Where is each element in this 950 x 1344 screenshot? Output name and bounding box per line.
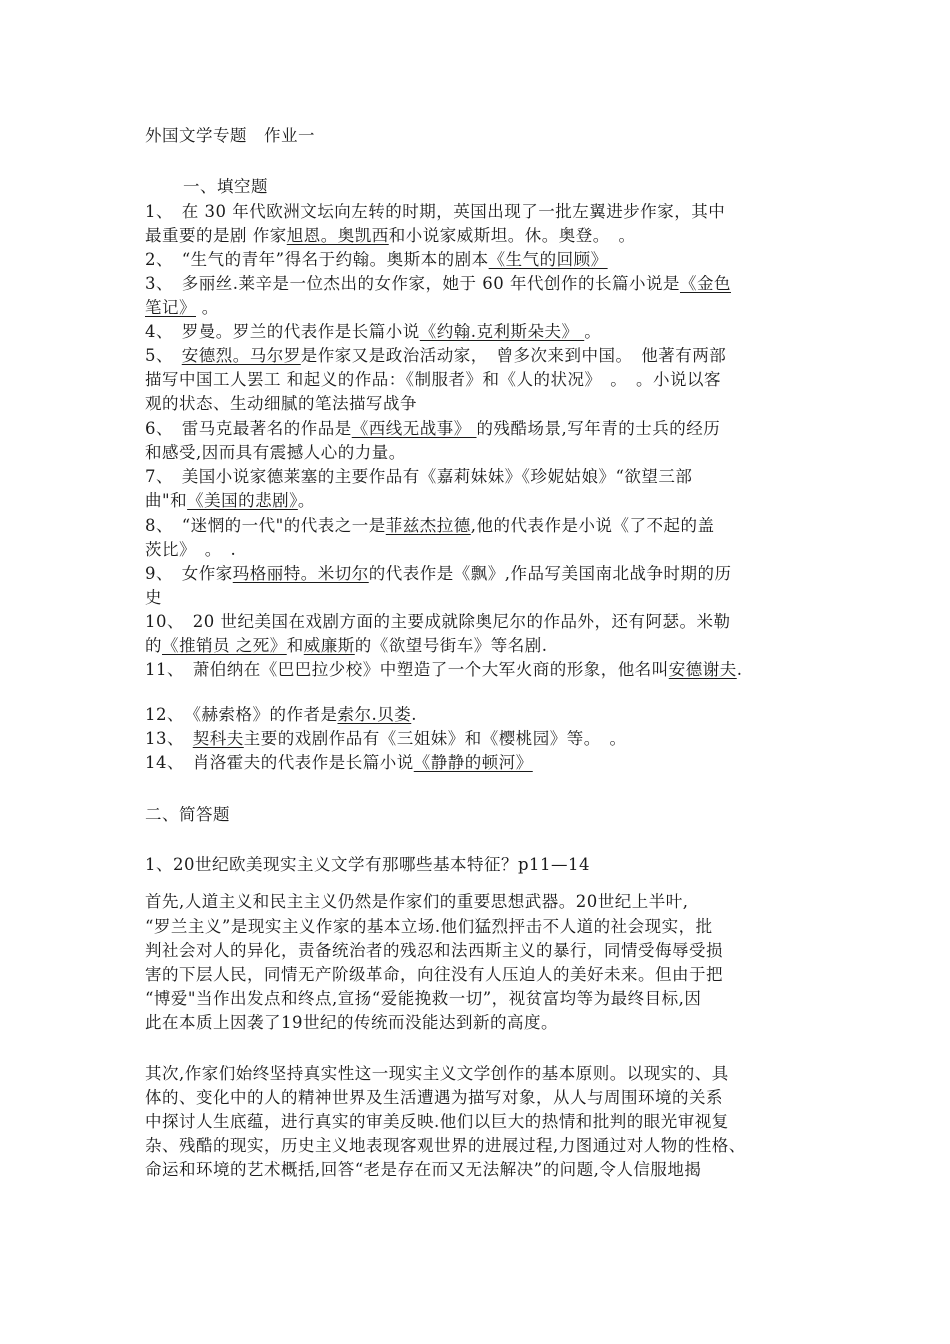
text-segment: 7、 美国小说家德莱塞的主要作品有《嘉莉妹妹》《珍妮姑娘》“欲望三部 — [145, 467, 693, 486]
text-line — [145, 854, 590, 876]
text-line — [145, 539, 236, 561]
answer-underlined: 《美国的悲剧》 — [187, 491, 298, 510]
text-line — [145, 225, 636, 247]
text-line — [145, 321, 601, 343]
answer-underlined: 《静静的顿河》 — [413, 753, 533, 772]
text-segment: 4、 罗曼。罗兰的代表作是长篇小说 — [145, 322, 420, 341]
text-segment: 最重要的是剧 作家 — [145, 226, 287, 245]
text-line — [145, 490, 315, 512]
text-segment: 6、 雷马克最著名的作品是 — [145, 419, 352, 438]
text-line — [145, 916, 713, 938]
text-segment: ,他的代表作是小说《了不起的盖 — [470, 516, 715, 535]
text-segment: 10、 20 世纪美国在戏剧方面的主要成就除奥尼尔的作品外，还有阿瑟。米勒 — [145, 612, 731, 631]
text-line — [145, 369, 721, 391]
text-segment: 体的、变化中的人的精神世界及生活遭遇为描写对象，从人与周围环境的关系 — [145, 1088, 723, 1107]
text-line — [145, 728, 627, 750]
text-line — [145, 635, 548, 657]
text-segment: 判社会对人的异化，责备统治者的残忍和法西斯主义的暴行，同情受侮辱受损 — [145, 941, 723, 960]
text-segment: 和小说家威斯坦。休。奥登。 。 — [388, 226, 636, 245]
text-line — [145, 442, 406, 464]
text-segment: 主要的戏剧作品有《三姐妹》和《樱桃园》等。 。 — [243, 729, 627, 748]
text-line — [145, 515, 715, 537]
answer-underlined: 玛格丽特。米切尔 — [232, 564, 369, 583]
text-line — [145, 587, 162, 609]
answer-underlined: 威廉斯 — [303, 636, 355, 655]
text-segment: 3、 多丽丝.莱辛是一位杰出的女作家，她于 60 年代创作的长篇小说是 — [145, 274, 680, 293]
answer-underlined: 《西线无战事》 — [351, 419, 477, 438]
text-segment: 观的状态、生动细腻的笔法描写战争 — [145, 394, 417, 413]
text-segment: 茨比》 。 . — [145, 540, 237, 559]
text-line — [145, 297, 219, 319]
text-segment: 。 — [584, 322, 602, 341]
text-segment: 史 — [145, 588, 162, 607]
text-segment: 。 — [196, 298, 219, 317]
text-segment: 。 — [297, 491, 315, 510]
text-line — [145, 249, 608, 271]
text-segment: 命运和环境的艺术概括,回答“老是存在而又无法解决”的问题,令人信服地揭 — [145, 1160, 702, 1179]
answer-underlined: 笔记》 — [145, 298, 196, 317]
text-segment: 害的下层人民，同情无产阶级革命，向往没有人压迫人的美好未来。但由于把 — [145, 965, 723, 984]
text-segment: 中探讨人生底蕴，进行真实的审美反映.他们以巨大的热情和批判的眼光审视复 — [145, 1112, 729, 1131]
text-segment: 其次,作家们始终坚持真实性这一现实主义文学创作的基本原则。以现实的、具 — [145, 1064, 729, 1083]
text-segment: 2、 “生气的青年”得名于约翰。奥斯本的剧本 — [145, 250, 489, 269]
text-line — [145, 940, 723, 962]
text-segment: 此在本质上因袭了19世纪的传统而没能达到新的高度。 — [145, 1013, 558, 1032]
text-line — [145, 988, 701, 1010]
text-segment: 的 — [145, 636, 162, 655]
text-segment: 5、 — [145, 346, 182, 365]
text-line — [145, 752, 533, 774]
text-segment: 1、20世纪欧美现实主义文学有那哪些基本特征？p11—14 — [145, 855, 591, 874]
text-segment: 8、 “迷惘的一代"的代表之一是 — [145, 516, 386, 535]
text-line — [145, 964, 723, 986]
text-line — [145, 1012, 558, 1034]
answer-underlined: 《金色 — [679, 274, 731, 293]
text-line — [145, 659, 743, 681]
text-segment: 的残酷场景,写年青的士兵的经历 — [476, 419, 721, 438]
text-segment: 13、 — [145, 729, 193, 748]
text-line — [145, 704, 417, 726]
text-line — [145, 611, 731, 633]
answer-underlined: 安德烈。马尔罗 — [181, 346, 301, 365]
text-segment: 曲"和 — [145, 491, 188, 510]
text-line — [145, 891, 689, 913]
answer-underlined: 索尔.贝娄 — [337, 705, 412, 724]
text-line — [145, 563, 732, 585]
answer-underlined: 《生气的回顾》 — [488, 250, 608, 269]
text-segment: 12、 《赫索格》的作者是 — [145, 705, 338, 724]
text-line — [145, 345, 726, 367]
section-heading-fill-in: 一、填空题 — [183, 177, 268, 196]
answer-underlined: 旭恩。奥凯西 — [286, 226, 389, 245]
text-line — [145, 273, 731, 295]
answer-underlined: 安德谢夫 — [668, 660, 737, 679]
text-line — [145, 804, 230, 826]
text-segment: 1、 在 30 年代欧洲文坛向左转的时期，英国出现了一批左翼进步作家，其中 — [145, 202, 726, 221]
text-segment: 和感受,因而具有震撼人心的力量。 — [145, 443, 406, 462]
text-segment: 杂、残酷的现实，历史主义地表现客观世界的进展过程,力图通过对人物的性格、 — [145, 1136, 746, 1155]
text-segment: 二、简答题 — [145, 805, 230, 824]
page-title: 外国文学专题 作业一 — [145, 126, 315, 145]
text-segment: “博爱"当作出发点和终点,宣扬“爱能挽救一切”，视贫富均等为最终目标,因 — [145, 989, 702, 1008]
text-line — [145, 466, 692, 488]
text-line — [145, 418, 720, 440]
text-segment: 的代表作是《飘》,作品写美国南北战争时期的历 — [368, 564, 732, 583]
answer-underlined: 契科夫 — [192, 729, 244, 748]
text-line — [145, 1159, 701, 1181]
text-segment: . — [411, 705, 417, 724]
text-segment: 11、 萧伯纳在《巴巴拉少校》中塑造了一个大军火商的形象，他名叫 — [145, 660, 669, 679]
answer-underlined: 《推销员 之死》 — [162, 636, 287, 655]
text-segment: 是作家又是政治活动家， 曾多次来到中国。 他著有两部 — [300, 346, 727, 365]
text-line — [145, 393, 417, 415]
text-segment: “罗兰主义”是现实主义作家的基本立场.他们猛烈抨击不人道的社会现实，批 — [145, 917, 713, 936]
text-line — [145, 1063, 729, 1085]
text-segment: 9、 女作家 — [145, 564, 233, 583]
text-segment: . — [736, 660, 743, 679]
text-line — [145, 201, 725, 223]
text-line — [145, 1135, 746, 1157]
answer-underlined: 《约翰.克利斯朵夫》 — [419, 322, 585, 341]
text-line — [145, 1087, 723, 1109]
text-segment: 的《欲望号街车》等名剧. — [354, 636, 548, 655]
text-segment: 14、 肖洛霍夫的代表作是长篇小说 — [145, 753, 414, 772]
text-segment: 首先,人道主义和民主主义仍然是作家们的重要思想武器。20世纪上半叶, — [145, 892, 689, 911]
text-segment: 描写中国工人罢工 和起义的作品：《制服者》和《人的状况》 。 。小说以客 — [145, 370, 721, 389]
text-line — [145, 1111, 729, 1133]
text-segment: 和 — [286, 636, 304, 655]
answer-underlined: 菲兹杰拉德 — [385, 516, 471, 535]
